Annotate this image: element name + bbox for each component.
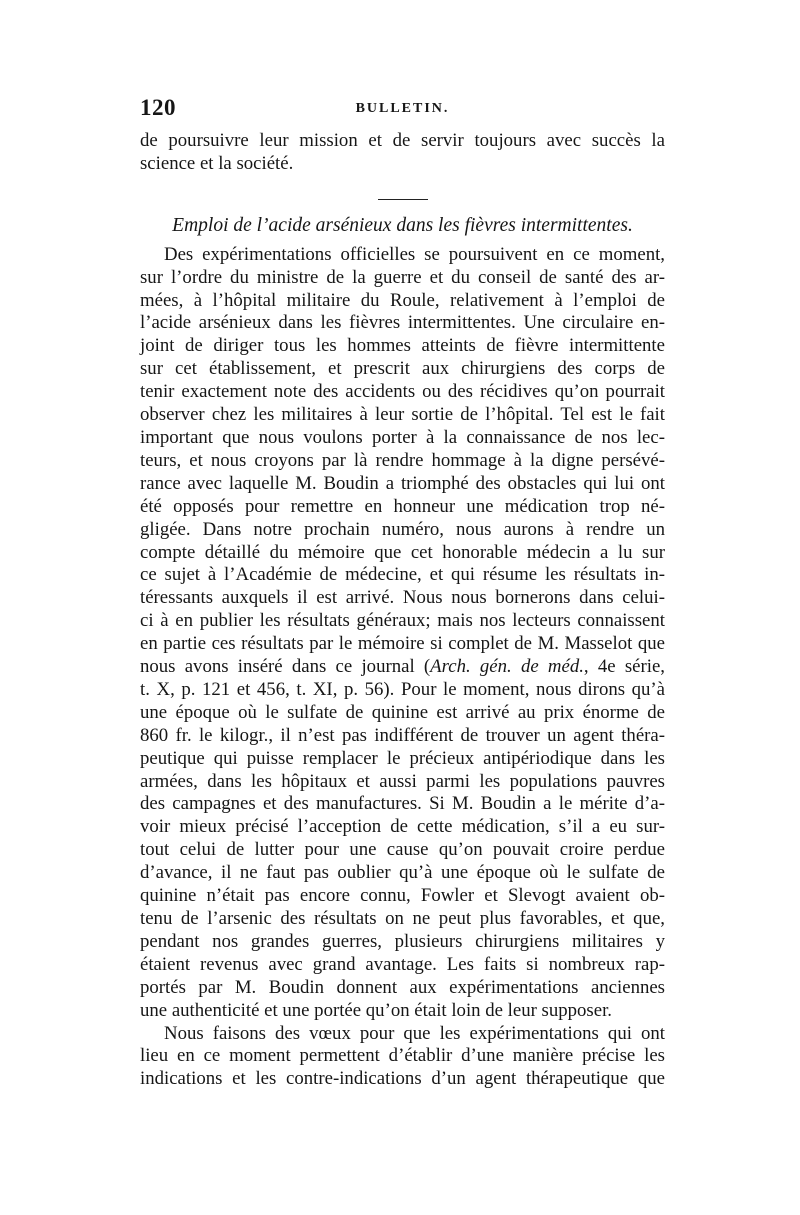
text-line: indications et les contre-indications d’un agent thérapeutique que [140, 1068, 665, 1090]
text-line: Nous faisons des vœux pour que les expérimentations qui ont [164, 1022, 665, 1044]
text-line: lieu en ce moment permettent d’établir d’une manière précise les [140, 1045, 665, 1067]
text-block [140, 130, 665, 1091]
text-line: pendant nos grandes guerres, plusieurs chirurgiens militaires y [140, 930, 665, 952]
text-line: l’acide arsénieux dans les fièvres intermittentes. Une circulaire en- [140, 312, 665, 334]
text-line: 860 fr. le kilogr., il n’est pas indifférent de trouver un agent théra- [140, 724, 665, 746]
text-line: gligée. Dans notre prochain numéro, nous aurons à rendre un [140, 518, 665, 540]
text-line: tenir exactement note des accidents ou des récidives qu’on pourrait [140, 381, 665, 403]
text-line: en partie ces résultats par le mémoire si complet de M. Masselot que [140, 633, 665, 655]
text-line: été opposés pour remettre en honneur une médication trop né- [140, 495, 665, 517]
text-line: teurs, et nous croyons par là rendre hommage à la digne persévé- [140, 449, 665, 471]
journal-title: Arch. gén. de méd. [430, 656, 584, 678]
text-line: armées, dans les hôpitaux et aussi parmi les populations pauvres [140, 770, 665, 792]
text-line: d’avance, il ne faut pas oublier qu’à une époque où le sulfate de [140, 862, 665, 884]
closing-paragraph [140, 1023, 665, 1092]
text-line: téressants auxquels il est arrivé. Nous nous bornerons dans celui- [140, 587, 665, 609]
text-line: compte détaillé du mémoire que cet honorable médecin a lu sur [140, 541, 665, 563]
text-line: quinine n’était pas encore connu, Fowler et Slevogt avaient ob- [140, 885, 665, 907]
page-number: 120 [140, 95, 176, 120]
text-line: important que nous voulons porter à la connaissance de nos lec- [140, 426, 665, 448]
citation-after: , 4e série, [583, 656, 665, 678]
text-line: t. X, p. 121 et 456, t. XI, p. 56). Pour le moment, nous dirons qu’à [140, 678, 665, 700]
text-line: une époque où le sulfate de quinine est arrivé au prix énorme de [140, 701, 665, 723]
text-line: des campagnes et des manufactures. Si M. Boudin a le mérite d’a- [140, 793, 665, 815]
text-line: portés par M. Boudin donnent aux expérimentations anciennes [140, 976, 665, 998]
main-paragraph [140, 244, 665, 1023]
section-title: Emploi de l’acide arsénieux dans les fièvres intermittentes. [172, 214, 633, 236]
text-line: une authenticité et une portée qu’on était loin de leur supposer. [140, 999, 612, 1021]
citation-line [140, 656, 665, 679]
text-line: rance avec laquelle M. Boudin a triomphé des obstacles qui lui ont [140, 472, 665, 494]
text-line: joint de diriger tous les hommes atteints de fièvre intermittente [140, 335, 665, 357]
running-head: BULLETIN. [355, 101, 450, 116]
text-line: peutique qui puisse remplacer le précieux antipériodique dans les [140, 747, 665, 769]
page-header [140, 95, 665, 125]
text-line: étaient revenus avec grand avantage. Les faits si nombreux rap- [140, 953, 665, 975]
text-line: de poursuivre leur mission et de servir toujours avec succès la [140, 130, 665, 151]
text-line: observer chez les militaires à leur sortie de l’hôpital. Tel est le fait [140, 404, 665, 426]
text-line: voir mieux précisé l’acception de cette médication, s’il a eu sur- [140, 816, 665, 838]
text-line: ci à en publier les résultats généraux; mais nos lecteurs connaissent [140, 610, 665, 632]
text-line: science et la société. [140, 152, 294, 174]
citation-before: nous avons inséré dans ce journal ( [140, 656, 431, 678]
text-line: ce sujet à l’Académie de médecine, et qui résume les résultats in- [140, 564, 665, 586]
text-line: Des expérimentations officielles se poursuivent en ce moment, [164, 243, 665, 265]
text-line: tout celui de lutter pour une cause qu’on pouvait croire perdue [140, 839, 665, 861]
intro-paragraph [140, 130, 665, 176]
text-line: sur cet établissement, et prescrit aux chirurgiens des corps de [140, 358, 665, 380]
text-line: sur l’ordre du ministre de la guerre et du conseil de santé des ar- [140, 266, 665, 288]
text-line: mées, à l’hôpital militaire du Roule, relativement à l’emploi de [140, 289, 665, 311]
section-divider [378, 199, 428, 200]
text-line: tenu de l’arsenic des résultats on ne peut plus favorables, et que, [140, 908, 665, 929]
